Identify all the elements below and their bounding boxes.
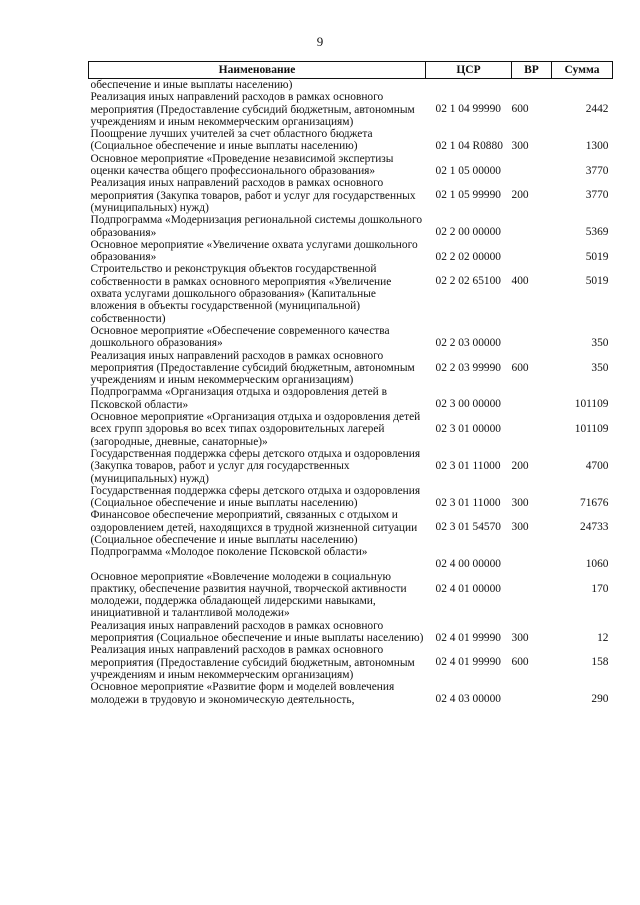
row-sum: 3770 [585,164,609,177]
budget-table [88,61,612,706]
row-vr [512,386,552,411]
table-row [89,620,613,645]
row-vr: 600 [511,656,529,669]
header-csr: ЦСР [426,62,512,79]
row-vr [512,153,552,178]
row-sum: 170 [591,582,609,595]
row-csr: 02 2 00 00000 [435,226,501,239]
row-vr: 200 [511,189,529,202]
row-csr: 02 3 01 11000 [435,496,501,509]
row-name: Реализация иных направлений расходов в рамках основного мероприятия (Закупка товаров, работ и услуг для государственных (муниципальных) нужд) [90,177,416,214]
row-name: Основное мероприятие «Обеспечение современного качества дошкольного образования» [90,324,390,350]
page-number: 9 [316,34,324,49]
row-name: Подпрограмма «Модернизация региональной системы дошкольного образования» [90,214,423,239]
row-vr: 300 [511,140,529,153]
row-name: Государственная поддержка сферы детского отдыха и оздоровления (Социальное обеспечение и иные выплаты населению) [90,484,421,510]
row-name: Основное мероприятие «Вовлечение молодежи в социальную практику, обеспечение развития научной, творческой активности молодежи, поддержка обладающей лидерскими навыками, инициативной и талантливой молодежи» [90,570,407,620]
table-row [89,325,613,350]
row-vr: 200 [511,459,529,472]
row-name: Государственная поддержка сферы детского отдыха и оздоровления (Закупка товаров, работ и услуг для государственных (муниципальных) нужд) [90,447,421,485]
row-vr [512,214,552,239]
row-vr: 300 [511,631,529,644]
table-row [89,128,613,153]
row-sum: 5019 [585,275,609,288]
row-name: Реализация иных направлений расходов в рамках основного мероприятия (Предоставление субсидий бюджетным, автономным учреждениям и иным некоммерческим организациям) [90,91,415,128]
row-sum: 350 [591,361,609,374]
table-row [89,571,613,620]
row-vr [512,79,552,92]
row-csr: 02 2 03 00000 [435,336,501,349]
row-csr: 02 3 01 00000 [435,423,501,436]
row-sum: 71676 [580,496,609,509]
row-sum: 12 [597,631,609,644]
row-csr: 02 3 01 54570 [435,521,501,534]
row-csr: 02 2 03 99990 [435,361,501,374]
row-name: Строительство и реконструкция объектов государственной собственности в рамках основного мероприятия «Увеличение охвата услугами дошкольного образования» (Капитальные вложения в объекты государственной (муниципальной) собственности) [90,263,392,325]
row-vr [512,571,552,620]
row-vr [512,411,552,448]
header-vr: ВР [512,62,552,79]
row-sum: 4700 [585,459,609,472]
row-sum: 350 [591,336,609,349]
table-row [89,386,613,411]
row-csr: 02 1 05 00000 [435,164,501,177]
row-sum: 5369 [585,226,609,239]
row-sum: 5019 [585,250,609,263]
row-name: Основное мероприятие «Развитие форм и моделей вовлечения молодежи в трудовую и экономическую деятельность, [90,681,395,706]
row-csr: 02 1 04 R0880 [435,140,503,153]
table-row [89,681,613,706]
row-csr: 02 3 01 11000 [435,459,501,472]
row-csr: 02 3 00 00000 [435,398,501,411]
table-row [89,411,613,448]
table-row [89,214,613,239]
table-row [89,91,613,128]
row-csr: 02 1 04 99990 [435,103,501,116]
row-sum: 3770 [585,189,609,202]
row-sum: 24733 [580,521,609,534]
row-csr: 02 4 01 99990 [435,631,501,644]
row-vr: 600 [511,361,529,374]
row-sum: 101109 [574,398,609,411]
table-row [89,509,613,546]
row-name: Финансовое обеспечение мероприятий, связанных с отдыхом и оздоровлением детей, находящихся в трудной жизненной ситуации (Социальное обеспечение и иные выплаты населению) [90,509,418,546]
row-sum: 1060 [585,558,609,571]
row-vr [512,325,552,350]
table-row [89,546,613,570]
row-name: Основное мероприятие «Проведение независимой экспертизы оценки качества общего профессионального образования» [90,152,394,178]
table-row [89,350,613,387]
table-row [89,263,613,324]
row-csr [426,79,512,92]
header-name: Наименование [89,62,426,79]
row-name: Реализация иных направлений расходов в рамках основного мероприятия (Предоставление субсидий бюджетным, автономным учреждениям и иным некоммерческим организациям) [90,349,415,387]
header-sum: Сумма [552,62,613,79]
row-vr [512,546,552,570]
row-name: обеспечение и иные выплаты населению) [90,79,293,91]
row-vr: 300 [511,496,529,509]
row-vr: 300 [511,521,529,534]
row-csr: 02 4 01 00000 [435,582,501,595]
table-header-row [89,62,613,79]
row-vr: 600 [511,103,529,116]
table-row [89,644,613,681]
row-sum [552,79,613,92]
row-vr [512,681,552,706]
table-row [89,485,613,510]
row-name: Подпрограмма «Молодое поколение Псковской области» [90,546,368,559]
row-csr: 02 4 01 99990 [435,656,501,669]
row-sum: 1300 [585,140,609,153]
row-sum: 2442 [585,103,609,116]
row-name: Реализация иных направлений расходов в рамках основного мероприятия (Предоставление субсидий бюджетным, автономным учреждениям и иным некоммерческим организациям) [90,644,415,681]
table-row [89,448,613,485]
row-name: Основное мероприятие «Организация отдыха и оздоровления детей всех групп здоровья во всех типах оздоровительных лагерей (загородные, дневные, санаторные)» [90,411,421,448]
row-vr: 400 [511,275,529,288]
row-vr [512,239,552,264]
table-row [89,177,613,214]
row-name: Реализация иных направлений расходов в рамках основного мероприятия (Социальное обеспечение и иные выплаты населению) [90,619,424,645]
row-sum: 158 [591,656,609,669]
row-sum: 101109 [574,423,609,436]
table-row [89,79,613,92]
table-row [89,153,613,178]
row-name: Поощрение лучших учителей за счет областного бюджета (Социальное обеспечение и иные выплаты населению) [90,128,373,153]
table-row [89,239,613,264]
row-csr: 02 4 00 00000 [435,558,501,571]
row-csr: 02 2 02 00000 [435,250,501,263]
row-csr: 02 4 03 00000 [435,693,501,706]
row-name: Подпрограмма «Организация отдыха и оздоровления детей в Псковской области» [90,386,387,411]
row-csr: 02 1 05 99990 [435,189,501,202]
row-csr: 02 2 02 65100 [435,275,501,288]
row-sum: 290 [591,693,609,706]
row-name: Основное мероприятие «Увеличение охвата услугами дошкольного образования» [90,238,418,264]
